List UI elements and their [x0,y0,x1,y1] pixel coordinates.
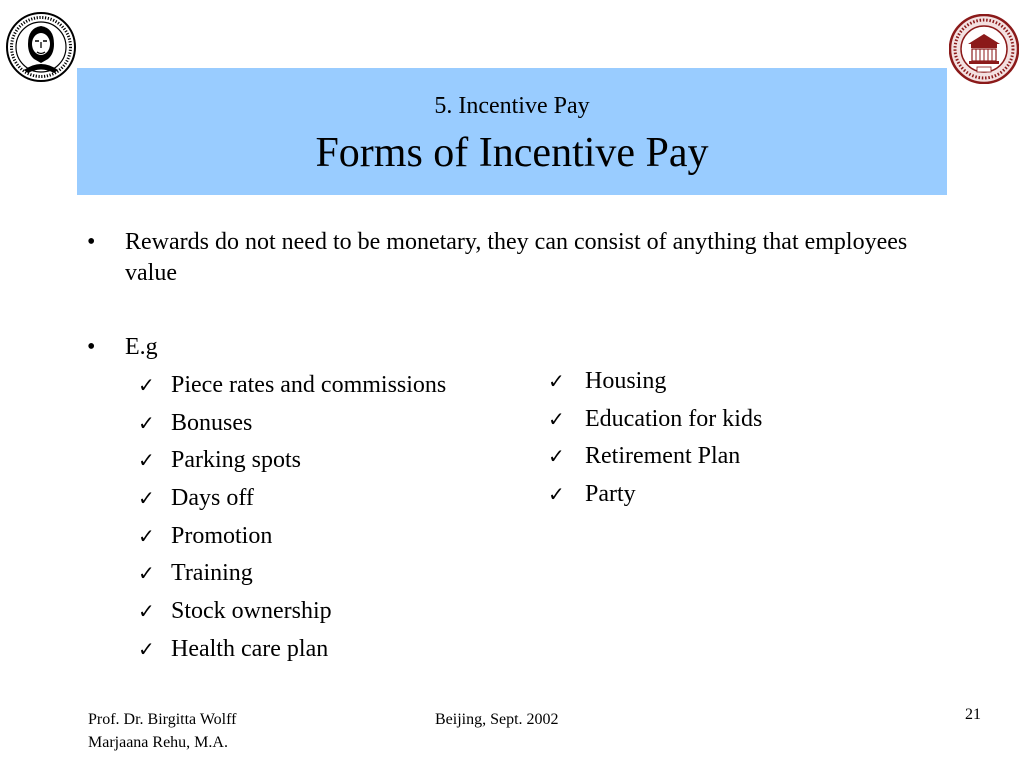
list-item-text: Days off [171,485,254,512]
list-item-text: Education for kids [585,405,763,432]
checkmark-icon: ✓ [138,486,155,511]
checkmark-icon: ✓ [548,444,565,469]
list-item [138,483,518,521]
list-item-text: Bonuses [171,409,253,436]
list-item-text: Promotion [171,522,273,549]
list-item-text: Training [171,560,253,587]
checkmark-icon: ✓ [138,561,155,586]
footer-authors [88,708,237,754]
list-item-text: Stock ownership [171,598,332,625]
list-item [548,441,848,479]
list-item [138,558,518,596]
list-item-text: Piece rates and commissions [171,372,447,398]
checkmark-icon: ✓ [138,373,155,397]
footer-author-line: Prof. Dr. Birgitta Wolff [88,711,237,728]
list-item [138,596,518,634]
checkmark-icon: ✓ [138,599,155,624]
list-item [138,634,518,672]
list-item [138,445,518,483]
bullet-item-examples [87,332,287,364]
list-item [548,404,848,442]
university-seal-portrait-icon [6,10,76,84]
examples-list-left [138,370,518,672]
list-item [138,408,518,446]
checkmark-icon: ✓ [548,482,565,507]
checkmark-icon: ✓ [548,369,565,393]
list-item-text: Party [585,481,636,508]
list-item [138,521,518,559]
title-banner [77,68,947,195]
bullet-text: Rewards do not need to be monetary, they can consist of anything that employees value [125,229,908,286]
university-seal-building-icon [949,14,1019,84]
page-number: 21 [965,706,981,723]
checkmark-icon: ✓ [548,406,565,431]
slide-title: Forms of Incentive Pay [315,130,709,176]
list-item-text: Retirement Plan [585,443,741,470]
list-item [548,366,848,404]
bullet-marker: • [87,334,96,360]
checkmark-icon: ✓ [138,636,155,661]
footer-place-date: Beijing, Sept. 2002 [435,711,559,728]
list-item-text: Housing [585,368,667,394]
bullet-text: E.g [125,334,158,360]
bullet-marker: • [87,229,96,255]
checkmark-icon: ✓ [138,410,155,435]
list-item [138,370,518,408]
list-item-text: Parking spots [171,447,302,474]
checkmark-icon: ✓ [138,523,155,548]
examples-list-right [548,366,848,517]
footer-author-line: Marjaana Rehu, M.A. [88,734,228,751]
section-subtitle: 5. Incentive Pay [434,93,590,119]
list-item-text: Health care plan [171,635,329,662]
bullet-item-rewards [87,227,967,291]
checkmark-icon: ✓ [138,448,155,473]
list-item [548,479,848,517]
